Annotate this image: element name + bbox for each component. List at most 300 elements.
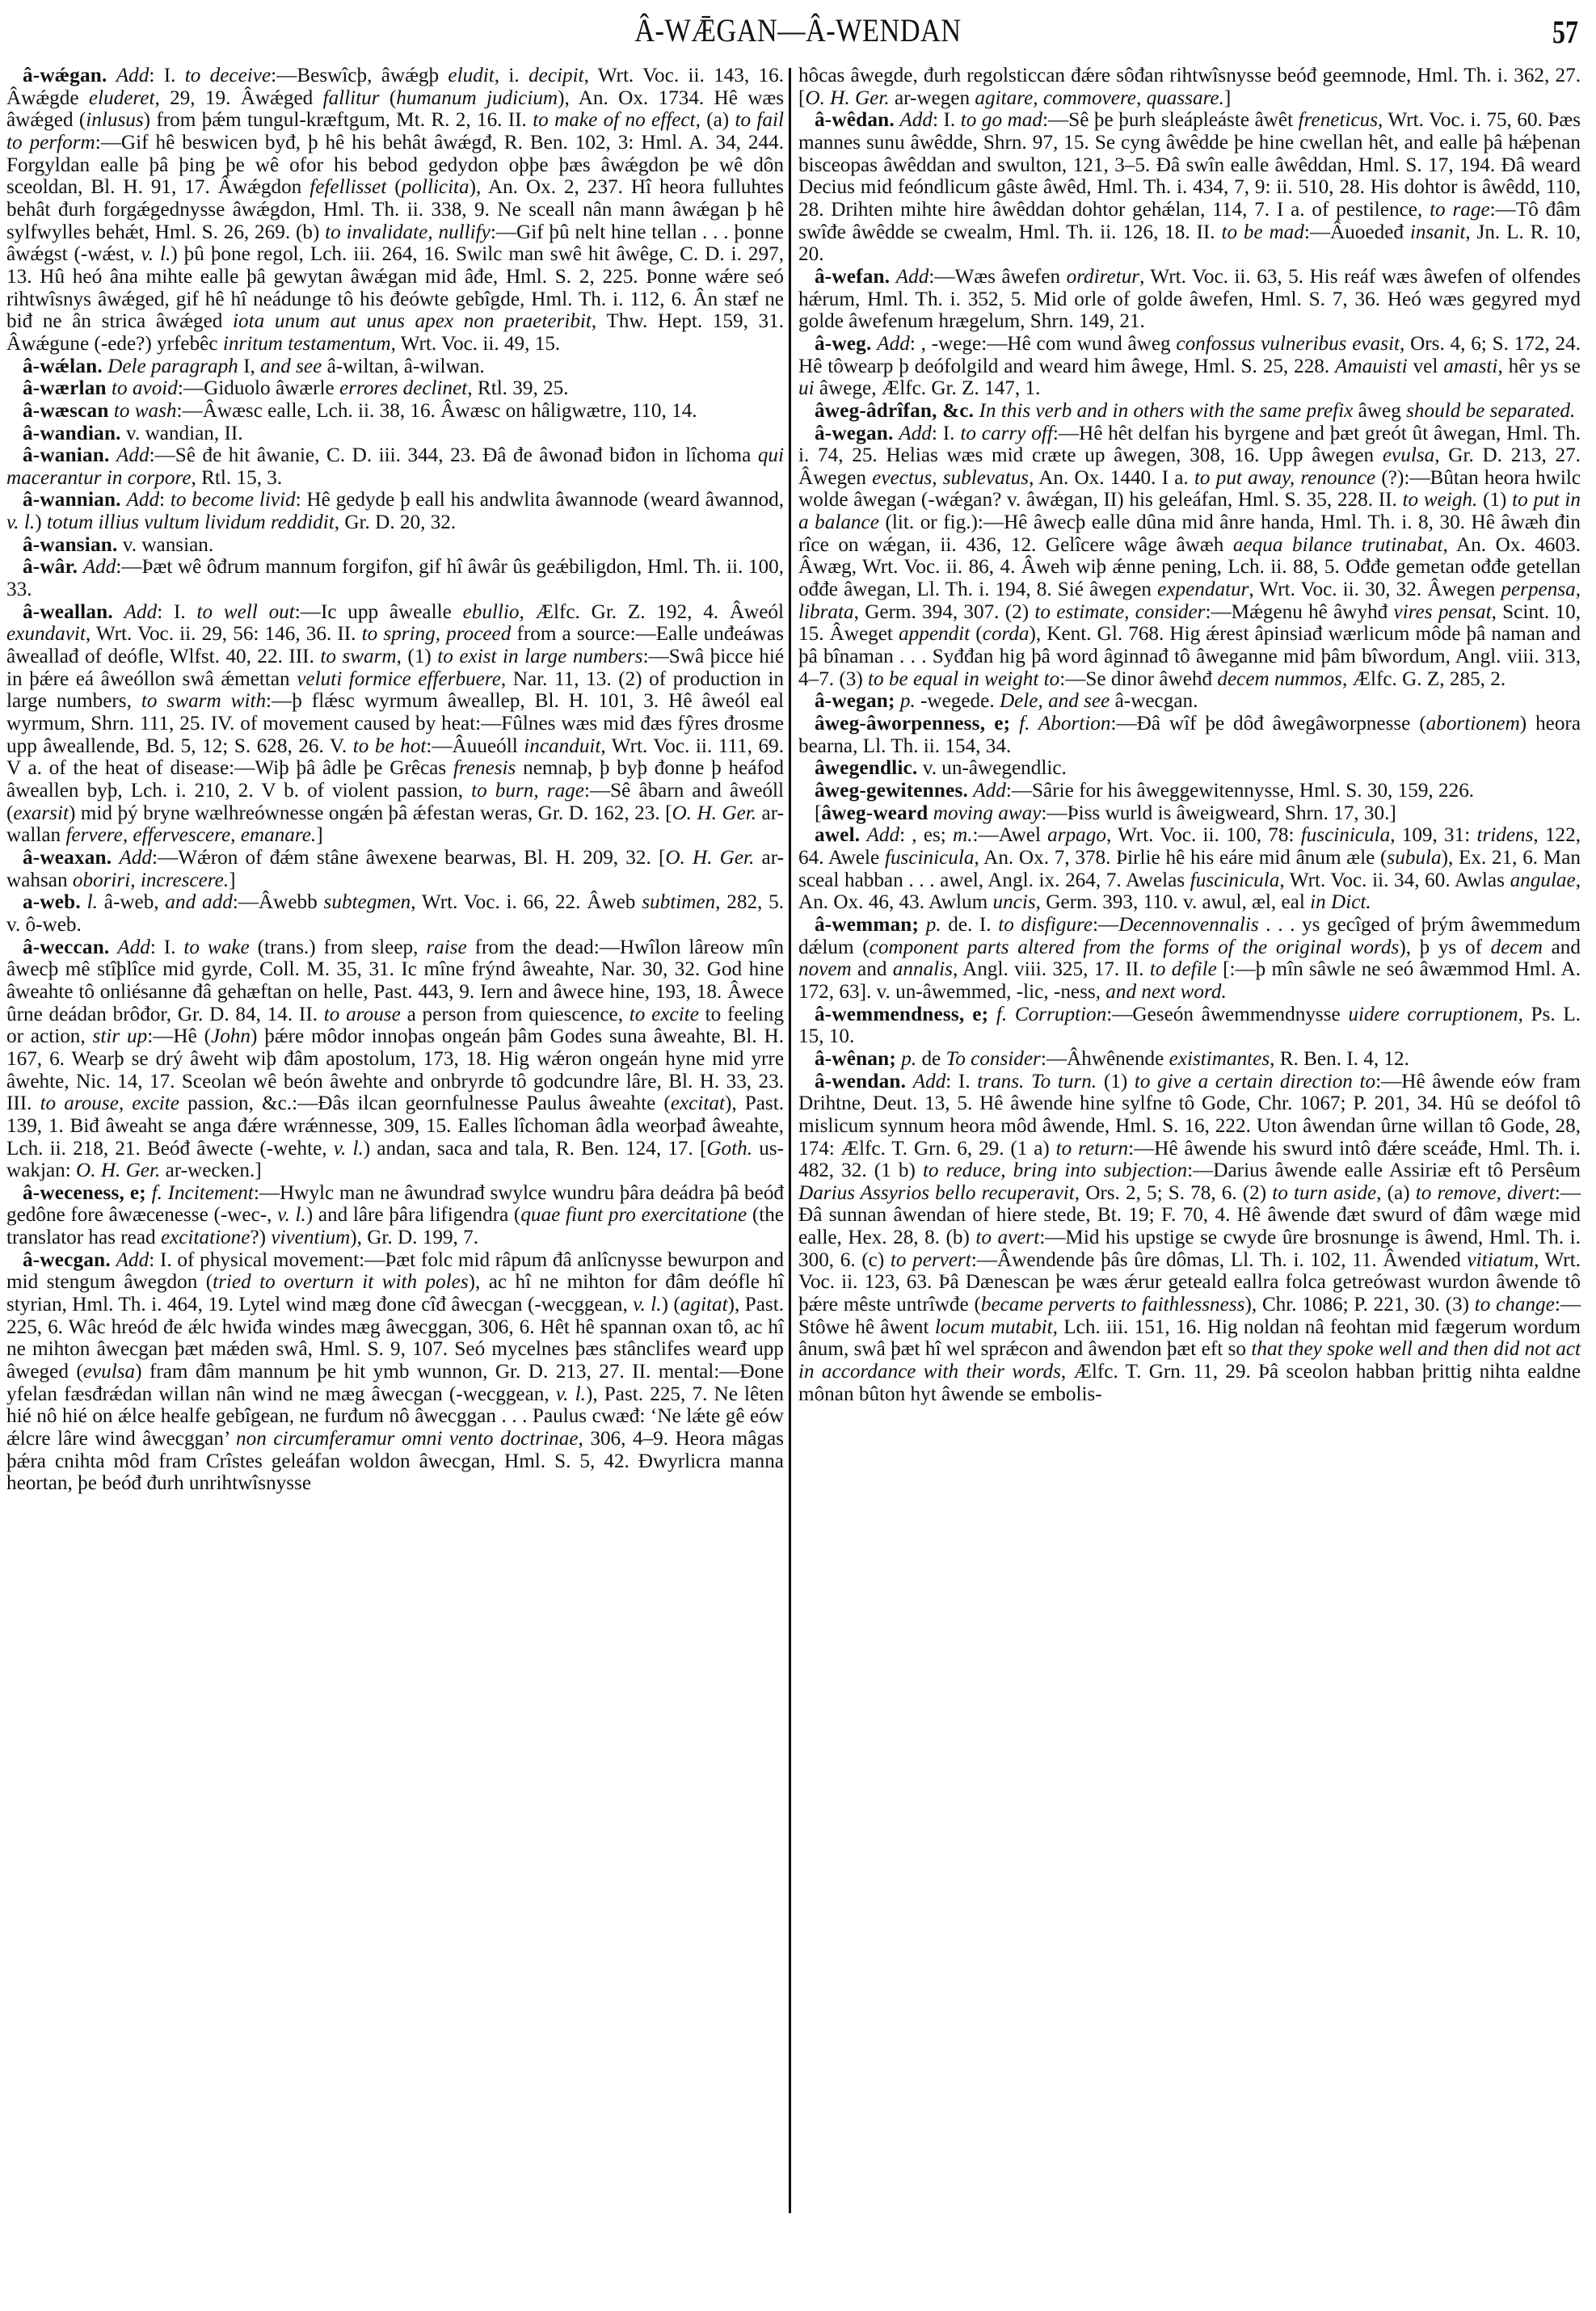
italic-text: freneticus — [1298, 109, 1379, 132]
entry-text: , (1) — [396, 646, 438, 668]
entry-text: , Wrt. Voc. ii. 100, 78: — [1105, 824, 1301, 847]
italic-text: expendatur — [1157, 579, 1249, 601]
italic-text: Add — [124, 600, 158, 623]
entry-text: â-wiltan, â-wilwan. — [322, 355, 485, 377]
entry-text: : I. — [157, 600, 197, 623]
italic-text: to become livid — [170, 489, 296, 511]
entry-text: :—Hê âwende eów fram Drihtne, Deut. 13, 5. Hê âwende hine sylfne tô Gode, Chr. 1067; P. 201, 34. Hû se deófol tô mislicum synnum heora môd âwende, Hml. S. 16, 222. Uton âwendan ûrne willan tô Gode, 28, 174: Ælfc. T. Grn. 6, 29. (1 a) — [798, 1070, 1581, 1160]
italic-text: to disfigure — [998, 913, 1093, 936]
italic-text: inlusus — [86, 109, 144, 132]
headword: â-wegan. — [815, 422, 894, 444]
dictionary-entry — [798, 400, 1581, 423]
left-column — [6, 65, 784, 1495]
entry-text: :—Âwæsc ealle, Lch. ii. 38, 16. Âwæsc on hâligwætre, 110, 14. — [176, 399, 697, 422]
entry-text: , Ælfc. Gr. Z. 192, 4. Âweól — [519, 600, 785, 623]
italic-text: trans. To turn. — [977, 1070, 1097, 1092]
italic-text: uidere corruptionem — [1348, 1003, 1518, 1025]
italic-text: excitat — [670, 1092, 725, 1115]
page-number: 57 — [1552, 14, 1578, 50]
headword: âwegendlic. — [815, 757, 918, 780]
entry-text — [860, 824, 866, 846]
entry-text: :—Wæs âwefen — [929, 265, 1067, 288]
entry-text: :—Âuueóll — [426, 735, 524, 757]
italic-text: f. Abortion — [1019, 713, 1111, 735]
entry-text: â-wecgan. — [1110, 690, 1198, 713]
entry-text: ), Kent. Gl. 768. Hig ǽrest âpinsiađ wærlicum môde þâ naman and þâ bînaman . . . Syđđan hig þâ word âginnađ tô âweganne mid þâm bîwordum, Angl. viii. 313, 4–7. (3) — [798, 623, 1581, 690]
entry-text: :—Þiss wurld is âweigweard, Shrn. 17, 30.] — [1041, 802, 1396, 824]
italic-text: to wake — [183, 936, 250, 958]
italic-text: to pervert — [890, 1248, 971, 1271]
entry-text: ] — [1223, 86, 1232, 109]
italic-text: agitat — [680, 1294, 728, 1316]
dictionary-entry — [798, 1071, 1581, 1406]
dictionary-entry — [6, 65, 784, 356]
italic-text: to well out — [196, 600, 295, 623]
entry-text — [1010, 713, 1019, 735]
italic-text: m. — [953, 824, 973, 847]
entry-text: : I. — [149, 936, 184, 958]
entry-text: , Thw. Hept. 159, 31. Âwǽgune (-ede?) yrfebêc — [6, 310, 784, 355]
entry-text: : , es; — [899, 824, 954, 847]
entry-text: ) mid þý bryne wælhreównesse ongǽn þâ ǽfestan weras, Gr. D. 162, 23. [ — [68, 802, 672, 824]
entry-text: :—Tô đâm swîđe âwêdde se cwealm, Hml. Th. ii. 126, 18. II. — [798, 198, 1581, 243]
entry-text: , Ælfc. T. Grn. 11, 29. Þâ sceolon habban þrittig nihta ealdne mônan bûton hyt âwende se embolis- — [798, 1361, 1581, 1405]
italic-text: that they spoke well and then did not act in accordance with their words — [798, 1338, 1581, 1383]
entry-text: ( — [970, 623, 983, 646]
headword: â-wâr. — [23, 556, 78, 579]
entry-text: : Hê gedyde þ eall his andwlita âwannode (weard âwannod, — [295, 489, 785, 511]
entry-text: ] — [316, 824, 323, 847]
entry-text: , An. Ox. 1440. I a. — [1029, 466, 1194, 489]
entry-text: :—Sârie for his âweggewitennysse, Hml. S. 30, 159, 226. — [1005, 780, 1475, 802]
entry-text: , Gr. D. 213, 27. Âwegen — [798, 444, 1581, 489]
italic-text: Add — [116, 1248, 149, 1271]
headword: â-wansian. — [23, 533, 118, 556]
entry-text: , Jn. L. R. 10, 20. — [798, 221, 1581, 266]
entry-text: from a source:—Ealle unđeáwas âweallađ of deófle, Wlfst. 40, 22. III. — [6, 623, 784, 668]
italic-text: p. — [925, 913, 941, 936]
italic-text: p. — [901, 1047, 917, 1070]
dictionary-entry — [798, 423, 1581, 691]
entry-text — [109, 444, 116, 466]
entry-text: ), Ex. 21, 6. Man sceal habban . . . awel, Angl. ix. 264, 7. Awelas — [798, 846, 1581, 891]
dictionary-entry — [6, 356, 784, 378]
italic-text: fuscinicula — [1300, 824, 1391, 847]
italic-text: evulsa — [82, 1361, 136, 1383]
italic-text: Add — [912, 1070, 946, 1092]
headword: â-wemman; — [815, 913, 920, 936]
italic-text: and next word. — [1105, 980, 1227, 1003]
entry-text: :—Beswîcþ, âwǽgþ — [271, 65, 448, 86]
entry-text: â-web, — [97, 891, 166, 914]
entry-text: , Wrt. Voc. i. 66, 22. Âweb — [411, 891, 642, 914]
italic-text: fallitur — [322, 86, 380, 109]
italic-text: to invalidate, nullify — [325, 221, 491, 243]
italic-text: to be hot — [352, 735, 427, 757]
entry-text: :—Mid his upstige se cwyde ûre brosnunge is âwend, Hml. Th. i. 300, 6. (c) — [798, 1227, 1581, 1271]
italic-text: oboriri, increscere. — [72, 869, 230, 891]
italic-text: pollicita — [401, 176, 470, 199]
headword: â-wærlan — [23, 377, 107, 400]
dictionary-entry — [6, 423, 784, 445]
italic-text: Darius Assyrios bello recuperavit — [798, 1181, 1075, 1204]
italic-text: inritum testamentum — [222, 332, 391, 355]
italic-text: errores declinet — [339, 377, 468, 400]
italic-text: in Dict. — [1310, 891, 1371, 914]
italic-text: subtimen — [642, 891, 716, 914]
italic-text: to turn aside — [1272, 1181, 1377, 1204]
entry-text: passion, &c.:—Đâs ilcan geornfulnesse Paulus âweahte ( — [179, 1092, 671, 1115]
entry-text: : I. of physical movement:—Þæt folc mid râpum đâ anlîcnysse bewurpon and mid stengum âwegdon ( — [6, 1248, 785, 1294]
italic-text: Add — [899, 422, 932, 444]
italic-text: to weigh. — [1402, 489, 1478, 511]
entry-text: :—Hê âwende his swurd intô đǽre sceáđe, Hml. Th. i. 482, 32. (1 b) — [798, 1137, 1581, 1182]
entry-text: , Ors. 2, 5; S. 78, 6. (2) — [1074, 1181, 1273, 1204]
dictionary-entry — [6, 489, 784, 533]
dictionary-entry — [798, 780, 1581, 802]
italic-text: incanduit — [524, 735, 601, 757]
headword: â-wannian. — [23, 489, 121, 511]
entry-text: :—Swâ þicce hié in þǽre eá âweóllon swâ ǽmettan — [6, 646, 785, 690]
headword: âweg-weard — [821, 802, 929, 824]
entry-text: ar-wahsan — [6, 846, 784, 891]
italic-text: Add — [895, 265, 929, 288]
italic-text: moving away — [933, 802, 1042, 824]
italic-text: Add — [116, 65, 149, 86]
italic-text: to go mad — [960, 109, 1042, 132]
italic-text: to burn, rage — [471, 780, 584, 802]
italic-text: perpensa, librata — [798, 579, 1581, 623]
entry-text: , 29, 19. Âwǽged — [154, 86, 323, 109]
headword: â-wanian. — [23, 444, 110, 467]
italic-text: to remove, divert — [1415, 1181, 1555, 1204]
entry-text: : — [159, 489, 171, 511]
dictionary-entry — [6, 534, 784, 557]
italic-text: angulae — [1510, 869, 1576, 891]
entry-text: ( — [386, 176, 402, 199]
entry-text: vel — [1407, 355, 1444, 377]
entry-text — [113, 601, 124, 623]
italic-text: stir up — [92, 1025, 148, 1048]
italic-text: decipit — [528, 65, 584, 86]
dictionary-entry — [798, 266, 1581, 333]
italic-text: fuscinicula — [884, 846, 975, 869]
entry-text: : I. — [149, 65, 185, 86]
italic-text: v. l. — [555, 1383, 586, 1405]
italic-text: existimantes — [1169, 1047, 1270, 1070]
italic-text: Add — [973, 780, 1006, 802]
entry-text: I, — [238, 355, 261, 377]
entry-text — [146, 1182, 152, 1204]
italic-text: non circumferamur omni vento doctrinae — [236, 1428, 579, 1450]
italic-text: Add — [116, 444, 149, 467]
entry-text: , Rtl. 15, 3. — [191, 466, 283, 489]
italic-text: locum mutabit — [934, 1315, 1053, 1338]
italic-text: to swarm with — [141, 690, 267, 713]
italic-text: Dele, and see — [999, 690, 1110, 713]
italic-text: v. l. — [633, 1294, 662, 1316]
entry-text: (trans.) from sleep, — [249, 936, 427, 958]
dictionary-entry — [798, 1004, 1581, 1048]
entry-text: ), Past. 225, 7. Ne lêten hié nô hié on ǽlce healfe gebîgean, ne furđum nô âwecggan . . . Paulus cwæđ: ‘Ne lǽte gê eów ǽlcre lâre wind âwecggan’ — [6, 1383, 785, 1450]
italic-text: Dele paragraph — [107, 355, 238, 377]
headword: â-wæscan — [23, 399, 109, 422]
italic-text: to change — [1474, 1294, 1555, 1316]
italic-text: v. l. — [333, 1137, 364, 1160]
entry-text: : I. — [945, 1070, 978, 1092]
entry-text: nemnaþ, þ byþ đonne þ heáfod âweallen byþ, Lch. i. 210, 2. V b. of violent passion, — [6, 757, 784, 802]
entry-text: , Wrt. Voc. ii. 34, 60. Awlas — [1279, 869, 1510, 891]
italic-text: quae fiunt pro exercitatione — [520, 1204, 747, 1227]
italic-text: iota unum aut unus apex non praeteribit — [233, 310, 592, 333]
entry-text: :—Hwylc man ne âwundrađ swylce wundru þâra deádra þâ beóđ gedône fore âwæcenesse (-wec-, — [6, 1181, 785, 1227]
italic-text: totum illius vultum lividum reddidit — [46, 511, 335, 534]
entry-text: :—þ flǽsc wyrmum âweallep, Bl. H. 101, 3. Hê âweól eal wyrmum, Shrn. 111, 25. IV. of movement caused by heat:—Fûlnes wæs mid đæs fŷres đrosme upp âweallende, Bd. 5, 12; S. 628, 26. V. — [6, 690, 785, 757]
italic-text: to avoid — [112, 377, 178, 400]
entry-text: , Wrt. Voc. ii. 49, 15. — [390, 332, 561, 355]
italic-text: l. — [86, 891, 98, 914]
italic-text: vires pensat — [1393, 600, 1492, 623]
entry-text: , Ælfc. G. Z, 285, 2. — [1341, 667, 1506, 690]
italic-text: Add — [126, 489, 160, 511]
entry-text: :—Giduolo âwærle — [177, 377, 339, 400]
entry-text: , Wrt. Voc. i. 75, 60. Þæs mannes sunu âwêdde, Shrn. 97, 15. Se cyng âwêdde þe hine cwellan hêt, and ealle þâ hǽþenan bisceopas âwêddan and swulton, 121, 3–5. Đâ swîn ealle âwêddan, Hml. S. 17, 194. Đâ weard Decius mid feóndlicum gâste âwêd, Hml. Th. i. 434, 7, 9: ii. 510, 28. His dohtor is âwêdd, 110, 28. Drihten mihte hire âwêddan dohtor gehǽlan, 114, 7. I a. of pestilence, — [798, 109, 1581, 221]
entry-text: ) þǽre môdor innoþas ongeán þâm Godes suna âweahte, Bl. H. 167, 6. Wearþ se drý âweht wiþ đâm apostolum, 173, 18. Hig wǽron ongeán hyne mid yrre âwehte, Nic. 14, 17. Sceolan wê beón âwehte and onbryrde tô godcundre lâre, Bl. H. 33, 23. III. — [6, 1025, 785, 1115]
entry-continuation — [798, 65, 1581, 109]
entry-text: :—Gif hê beswicen byđ, þ hê his behât âwǽgđ, R. Ben. 102, 3: Hml. A. 34, 244. Forgyldan ealle þâ þing þe wê ofor his bebod gedydon oþþe þæs âwǽgdon þe wê dôn sceoldan, Bl. H. 91, 17. Âwǽgdon — [6, 131, 785, 199]
italic-text: v. l. — [141, 243, 171, 266]
entry-text: ), þ ys of — [1399, 936, 1491, 958]
italic-text: subula — [1387, 846, 1442, 869]
entry-text: a person from quiescence, — [400, 1003, 630, 1025]
italic-text: to put away, renounce — [1194, 466, 1376, 489]
italic-text: aequa bilance trutinabat — [1232, 533, 1443, 556]
entry-text: , 282, 5. v. ô-web. — [6, 891, 785, 936]
entry-text: . . . ys gecîged of þrým âwemmedum dǽlum ( — [798, 913, 1581, 958]
entry-text: :—Se dinor âwehđ — [1059, 667, 1218, 690]
entry-text: , Nar. 11, 13. (2) of production in large numbers, — [6, 667, 785, 713]
italic-text: raise — [426, 936, 467, 958]
entry-text: :— — [1093, 913, 1119, 936]
entry-text: ar-wegen — [889, 86, 975, 109]
entry-text: ?) — [250, 1227, 272, 1249]
entry-text: and — [851, 958, 893, 981]
entry-text: :—Âhwênende — [1040, 1047, 1169, 1070]
italic-text: exarsit — [13, 802, 69, 824]
italic-text: to be mad — [1221, 221, 1304, 243]
entry-text — [988, 1004, 996, 1025]
headword: â-wefan. — [815, 265, 891, 288]
italic-text: eluderet — [88, 86, 155, 109]
entry-text: , 306, 4–9. Heora mâgas þǽra cnihta môd fram Crîstes geleáfan woldon âwecgan, Hml. S. 5, 42. Đwyrlicra manna heortan, þe beóđ đurh unrihtwîsnysse — [6, 1428, 784, 1495]
italic-text: O. H. Ger. — [805, 86, 890, 109]
italic-text: should be separated. — [1406, 399, 1576, 422]
italic-text: to return — [1055, 1137, 1129, 1160]
italic-text: evulsa — [1382, 444, 1435, 467]
entry-text: -wegede. — [915, 690, 1000, 713]
italic-text: Add — [119, 846, 153, 869]
italic-text: novem — [798, 958, 852, 981]
entry-text: , hêr ys se — [1497, 355, 1581, 377]
entry-text: :—Sê þe þurh sleápleáste âwêt — [1042, 109, 1299, 132]
italic-text: f. Incitement — [151, 1181, 254, 1204]
entry-text: : I. — [931, 422, 961, 444]
italic-text: v. l. — [277, 1204, 306, 1227]
entry-text: ) andan, saca and tala, R. Ben. 124, 17. [ — [363, 1137, 707, 1160]
italic-text: fefellisset — [310, 176, 387, 199]
dictionary-entry — [6, 937, 784, 1182]
entry-text: âweg — [1353, 399, 1407, 422]
italic-text: to make of no effect — [533, 109, 696, 132]
headword: âweg-âdrîfan, &c. — [815, 399, 975, 422]
entry-text: ar-wecken.] — [160, 1160, 262, 1182]
italic-text: to arouse, excite — [40, 1092, 179, 1115]
entry-text — [109, 937, 117, 958]
entry-text: , Ors. 4, 6; S. 172, 24. Hê tôwearp þ deófolgild and weard him âwege, Hml. S. 25, 228. — [798, 332, 1581, 377]
entry-text — [78, 556, 83, 578]
dictionary-entry — [798, 802, 1581, 825]
entry-text: , Wrt. Voc. ii. 143, 16. Âwǽgde — [6, 65, 784, 109]
italic-text: confossus vulneribus evasit — [1176, 332, 1400, 355]
entry-text: :—Âuoedeđ — [1303, 221, 1410, 243]
entry-text: :—Wǽron of đǽm stâne âwexene bearwas, Bl. H. 209, 32. [ — [152, 846, 666, 869]
entry-text: from the dead:—Hwîlon lâreow mîn âwecþ mê stîþlîce mid gyrde, Coll. M. 35, 31. Ic mîne frýnd âweahte, Nar. 30, 32. God hine âweahte tô onliésanne đâ gehæftan on helle, Past. 443, 9. Iern and âwece hine, 193, 18. Âwece ûrne deádan brôđor, Gr. D. 84, 14. II. — [6, 936, 784, 1025]
entry-text: and — [1542, 936, 1581, 958]
dictionary-entry — [798, 1048, 1581, 1071]
entry-text: ), An. Ox. 1734. Hê wæs âwǽged ( — [6, 86, 785, 132]
dictionary-entry — [6, 601, 784, 847]
headword: â-wǽlan. — [23, 355, 103, 377]
headword: â-weaxan. — [23, 846, 112, 869]
entry-text — [906, 1071, 913, 1092]
entry-text: ) from þǽm tungul-kræftgum, Mt. R. 2, 16. II. — [143, 109, 533, 132]
entry-text: :—Sê đe hit âwanie, C. D. iii. 344, 23. Đâ đe âwonađ biđon in lîchoma — [149, 444, 758, 467]
entry-text: :—Stôwe hê âwent — [798, 1294, 1581, 1338]
entry-text — [919, 914, 926, 936]
headword: â-wecgan. — [23, 1248, 111, 1271]
italic-text: eludit — [448, 65, 495, 86]
entry-text: : , -wege:—Hê com wund âweg — [909, 332, 1177, 355]
entry-text: , Angl. viii. 325, 17. II. — [952, 958, 1150, 981]
entry-text: (?):—Bûtan heora hwilc wolde âwegan (-wǽgan? v. âwǽgan, II) his geleáfan, Hml. S. 35, 228. II. — [798, 466, 1581, 511]
headword: â-weceness, e; — [23, 1181, 146, 1204]
italic-text: to put in a balance — [798, 489, 1581, 534]
entry-text: , Wrt. Voc. ii. 29, 56: 146, 36. II. — [85, 623, 362, 646]
dictionary-entry — [798, 914, 1581, 1004]
italic-text: to excite — [629, 1003, 699, 1025]
italic-text: Add — [899, 109, 933, 132]
entry-text: ), Chr. 1086; P. 221, 30. (3) — [1244, 1294, 1475, 1316]
dictionary-entry — [6, 556, 784, 600]
entry-text: (the translator has read — [6, 1204, 784, 1249]
entry-text: , An. Ox. 46, 43. Awlum — [798, 869, 1581, 914]
dictionary-entry — [6, 377, 784, 400]
italic-text: insanit — [1409, 221, 1466, 243]
italic-text: Goth. — [706, 1137, 753, 1160]
entry-text: ), ac hî ne mihton for đâm deófle hî styrian, Hml. Th. i. 464, 19. Lytel wind mæg đone cîđ âwecgan (-wecggean, — [6, 1271, 784, 1316]
entry-text: , Rtl. 39, 25. — [467, 377, 569, 400]
entry-text: , (a) — [695, 109, 735, 132]
entry-text: : I. — [932, 109, 961, 132]
dictionary-entry — [6, 400, 784, 423]
italic-text: excitatione — [160, 1227, 251, 1249]
entry-text: :—Hê ( — [147, 1025, 212, 1048]
entry-text: :—Gif þû nelt hine tellan . . . þonne âwǽgst (-wǽst, — [6, 221, 784, 266]
entry-text: , Lch. iii. 151, 16. Hig noldan nâ feohtan mid fægerum wordum ânum, swâ þæt hî wel sprǽcon and âwendon þæt eft so — [798, 1315, 1581, 1361]
entry-text: [:—þ mîn sâwle ne seó âwæmmod Hml. A. 172, 63]. v. un-âwemmed, -lic, -ness, — [798, 958, 1581, 1003]
entry-text: v. wandian, II. — [120, 422, 243, 444]
italic-text: to estimate, consider — [1034, 600, 1206, 623]
italic-text: to avert — [975, 1227, 1040, 1249]
entry-text: , Gr. D. 20, 32. — [334, 511, 457, 534]
entry-text — [111, 1249, 116, 1271]
italic-text: John — [211, 1025, 251, 1048]
entry-text: , 122, 64. Awele — [798, 824, 1581, 869]
entry-text: hôcas âwegde, đurh regolsticcan đǽre sôđan rihtwîsnysse beóđ geemnode, Hml. Th. i. 362, 27. [ — [798, 65, 1581, 109]
entry-text: :—Đâ wîf þe dôđ âwegâworpnesse ( — [1110, 713, 1426, 735]
italic-text: tridens — [1476, 824, 1534, 847]
entry-text: ) — [35, 511, 47, 534]
italic-text: to reduce, bring into subjection — [922, 1160, 1188, 1182]
entry-text: , Germ. 393, 110. v. awul, æl, eal — [1035, 891, 1311, 914]
italic-text: to deceive — [184, 65, 272, 86]
entry-text: to feeling or action, — [6, 1003, 784, 1048]
entry-text: v. wansian. — [117, 533, 214, 556]
right-column — [798, 65, 1581, 1405]
italic-text: appendit — [899, 623, 971, 646]
italic-text: corda — [982, 623, 1030, 646]
italic-text: tried to overturn it with poles — [213, 1271, 469, 1294]
entry-text: , i. — [494, 65, 529, 86]
italic-text: decem — [1490, 936, 1543, 958]
italic-text: to rage — [1430, 198, 1490, 221]
entry-text: , An. Ox. 4603. Âwæg, Wrt. Voc. ii. 86, 4. Âweh wiþ ǽnne pening, Lch. ii. 88, 5. Ođđe gemetan ođđe getellan ođđe âwegan, Ll. Th. i. 194, 8. Sié âwegen — [798, 533, 1581, 601]
headword: â-weg. — [815, 332, 872, 355]
entry-text: ] — [229, 869, 236, 891]
entry-text — [890, 266, 896, 288]
entry-text: ) heora bearna, Ll. Th. ii. 154, 34. — [798, 713, 1581, 757]
italic-text: p. — [899, 690, 916, 713]
entry-text: ) þû þone regol, Lch. iii. 264, 16. Swilc man swê hit âwêge, C. D. i. 297, 13. Hû heó âna mihte ealle þâ gewytan âwǽgan mid âđe, Hml. S. 2, 225. Þonne wǽre seó rihtwîsnys âwǽged, gif hê hî neádunge tô his đeówte gebîgde, Hml. Th. i. 112, 6. Ân stæf ne biđ ne ân strica âwǽged — [6, 243, 785, 333]
italic-text: evectus, sublevatus — [872, 466, 1030, 489]
entry-text: , Wrt. Voc. ii. 111, 69. V a. of the heat of disease:—Wiþ þâ âdle þe Grêcas — [6, 735, 784, 780]
italic-text: veluti formice efferbuere — [297, 667, 501, 690]
italic-text: fervere, effervescere, emanare. — [65, 824, 317, 847]
italic-text: O. H. Ger. — [76, 1160, 161, 1182]
italic-text: Add — [82, 556, 116, 579]
entry-text: :—Âwendende þâs ûre dômas, Ll. Th. i. 102, 11. Âwended — [971, 1248, 1468, 1271]
italic-text: exundavit — [6, 623, 86, 646]
italic-text: amasti — [1443, 355, 1498, 377]
italic-text: to defile — [1149, 958, 1217, 981]
entry-text: :—Þæt wê ôđrum mannum forgifon, gif hî âwâr ûs geǽbiligdon, Hml. Th. ii. 100, 33. — [6, 556, 784, 601]
entry-text: , Ps. L. 15, 10. — [798, 1003, 1581, 1048]
entry-text: :—Mǽgenu hê âwyhđ — [1205, 600, 1394, 623]
italic-text: and see — [260, 355, 322, 377]
entry-text: (1) — [1097, 1070, 1135, 1092]
italic-text: ordiretur — [1066, 265, 1140, 288]
italic-text: Add — [117, 936, 150, 958]
italic-text: decem nummos — [1217, 667, 1342, 690]
entry-text — [81, 891, 87, 913]
column-divider — [789, 68, 791, 2213]
entry-text: , 109, 31: — [1390, 824, 1477, 847]
headword: â-wêdan. — [815, 109, 895, 132]
italic-text: to arouse — [323, 1003, 401, 1025]
entry-text: ), Past. 139, 1. Biđ âweaht se anga đǽre wrǽnnesse, 309, 15. Ealles lîchoman âdla weorþađ âweahte, Lch. ii. 218, 21. Beóđ âwecte (-wehte, — [6, 1092, 785, 1160]
italic-text: fuscinicula — [1190, 869, 1280, 891]
italic-text: subtegmen — [323, 891, 411, 914]
